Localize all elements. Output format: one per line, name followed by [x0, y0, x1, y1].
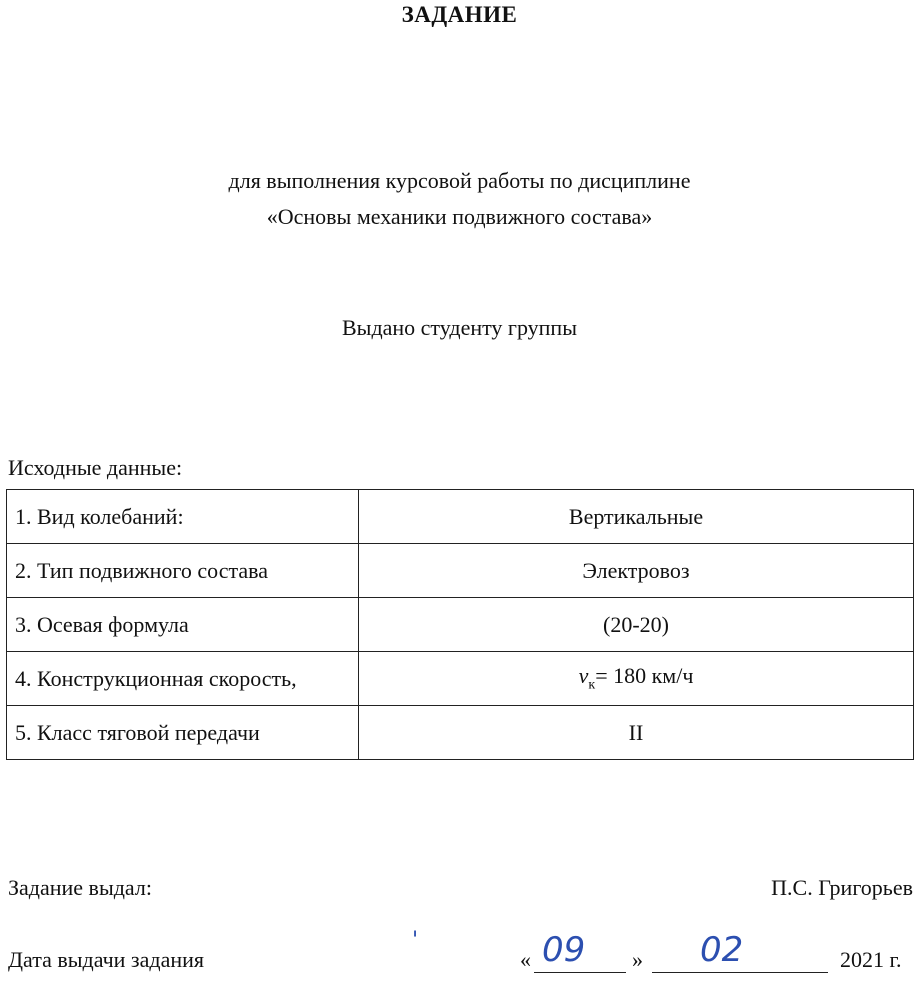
date-year: 2021 г. — [840, 947, 902, 972]
document-title: ЗАДАНИЕ — [401, 2, 518, 27]
close-quote: » — [632, 947, 643, 972]
param-value — [359, 652, 914, 706]
param-value: Вертикальные — [359, 490, 914, 544]
param-name: 3. Осевая формула — [7, 598, 359, 652]
table-row — [7, 706, 914, 760]
issued-by-name: П.С. Григорьев — [771, 875, 913, 900]
month-underline — [652, 972, 828, 973]
issue-date-label: Дата выдачи задания — [8, 947, 205, 972]
pen-tick-mark: ' — [412, 928, 419, 953]
open-quote: « — [520, 947, 531, 972]
table-row — [7, 598, 914, 652]
course-name: «Основы механики подвижного состава» — [266, 204, 653, 229]
source-data-label: Исходные данные: — [8, 455, 183, 480]
table-row — [7, 652, 914, 706]
velocity-subscript: к — [588, 677, 596, 693]
intro-line-1: для выполнения курсовой работы по дисциплине — [228, 168, 691, 193]
handwritten-day: 09 — [542, 930, 586, 970]
table-row — [7, 544, 914, 598]
issued-to-student: Выдано студенту группы — [341, 315, 577, 340]
param-value: Электровоз — [359, 544, 914, 598]
param-name: 2. Тип подвижного состава — [7, 544, 359, 598]
parameters-table — [6, 489, 914, 760]
day-underline — [534, 972, 626, 973]
param-value: II — [359, 706, 914, 760]
param-name: 4. Конструкционная скорость, — [7, 652, 359, 706]
table-row — [7, 490, 914, 544]
velocity-symbol: v — [578, 663, 589, 689]
issued-by-label: Задание выдал: — [8, 875, 152, 900]
handwritten-month: 02 — [700, 930, 744, 970]
param-name: 1. Вид колебаний: — [7, 490, 359, 544]
param-name: 5. Класс тяговой передачи — [7, 706, 359, 760]
velocity-value: = 180 км/ч — [595, 663, 694, 689]
param-value: (20-20) — [359, 598, 914, 652]
